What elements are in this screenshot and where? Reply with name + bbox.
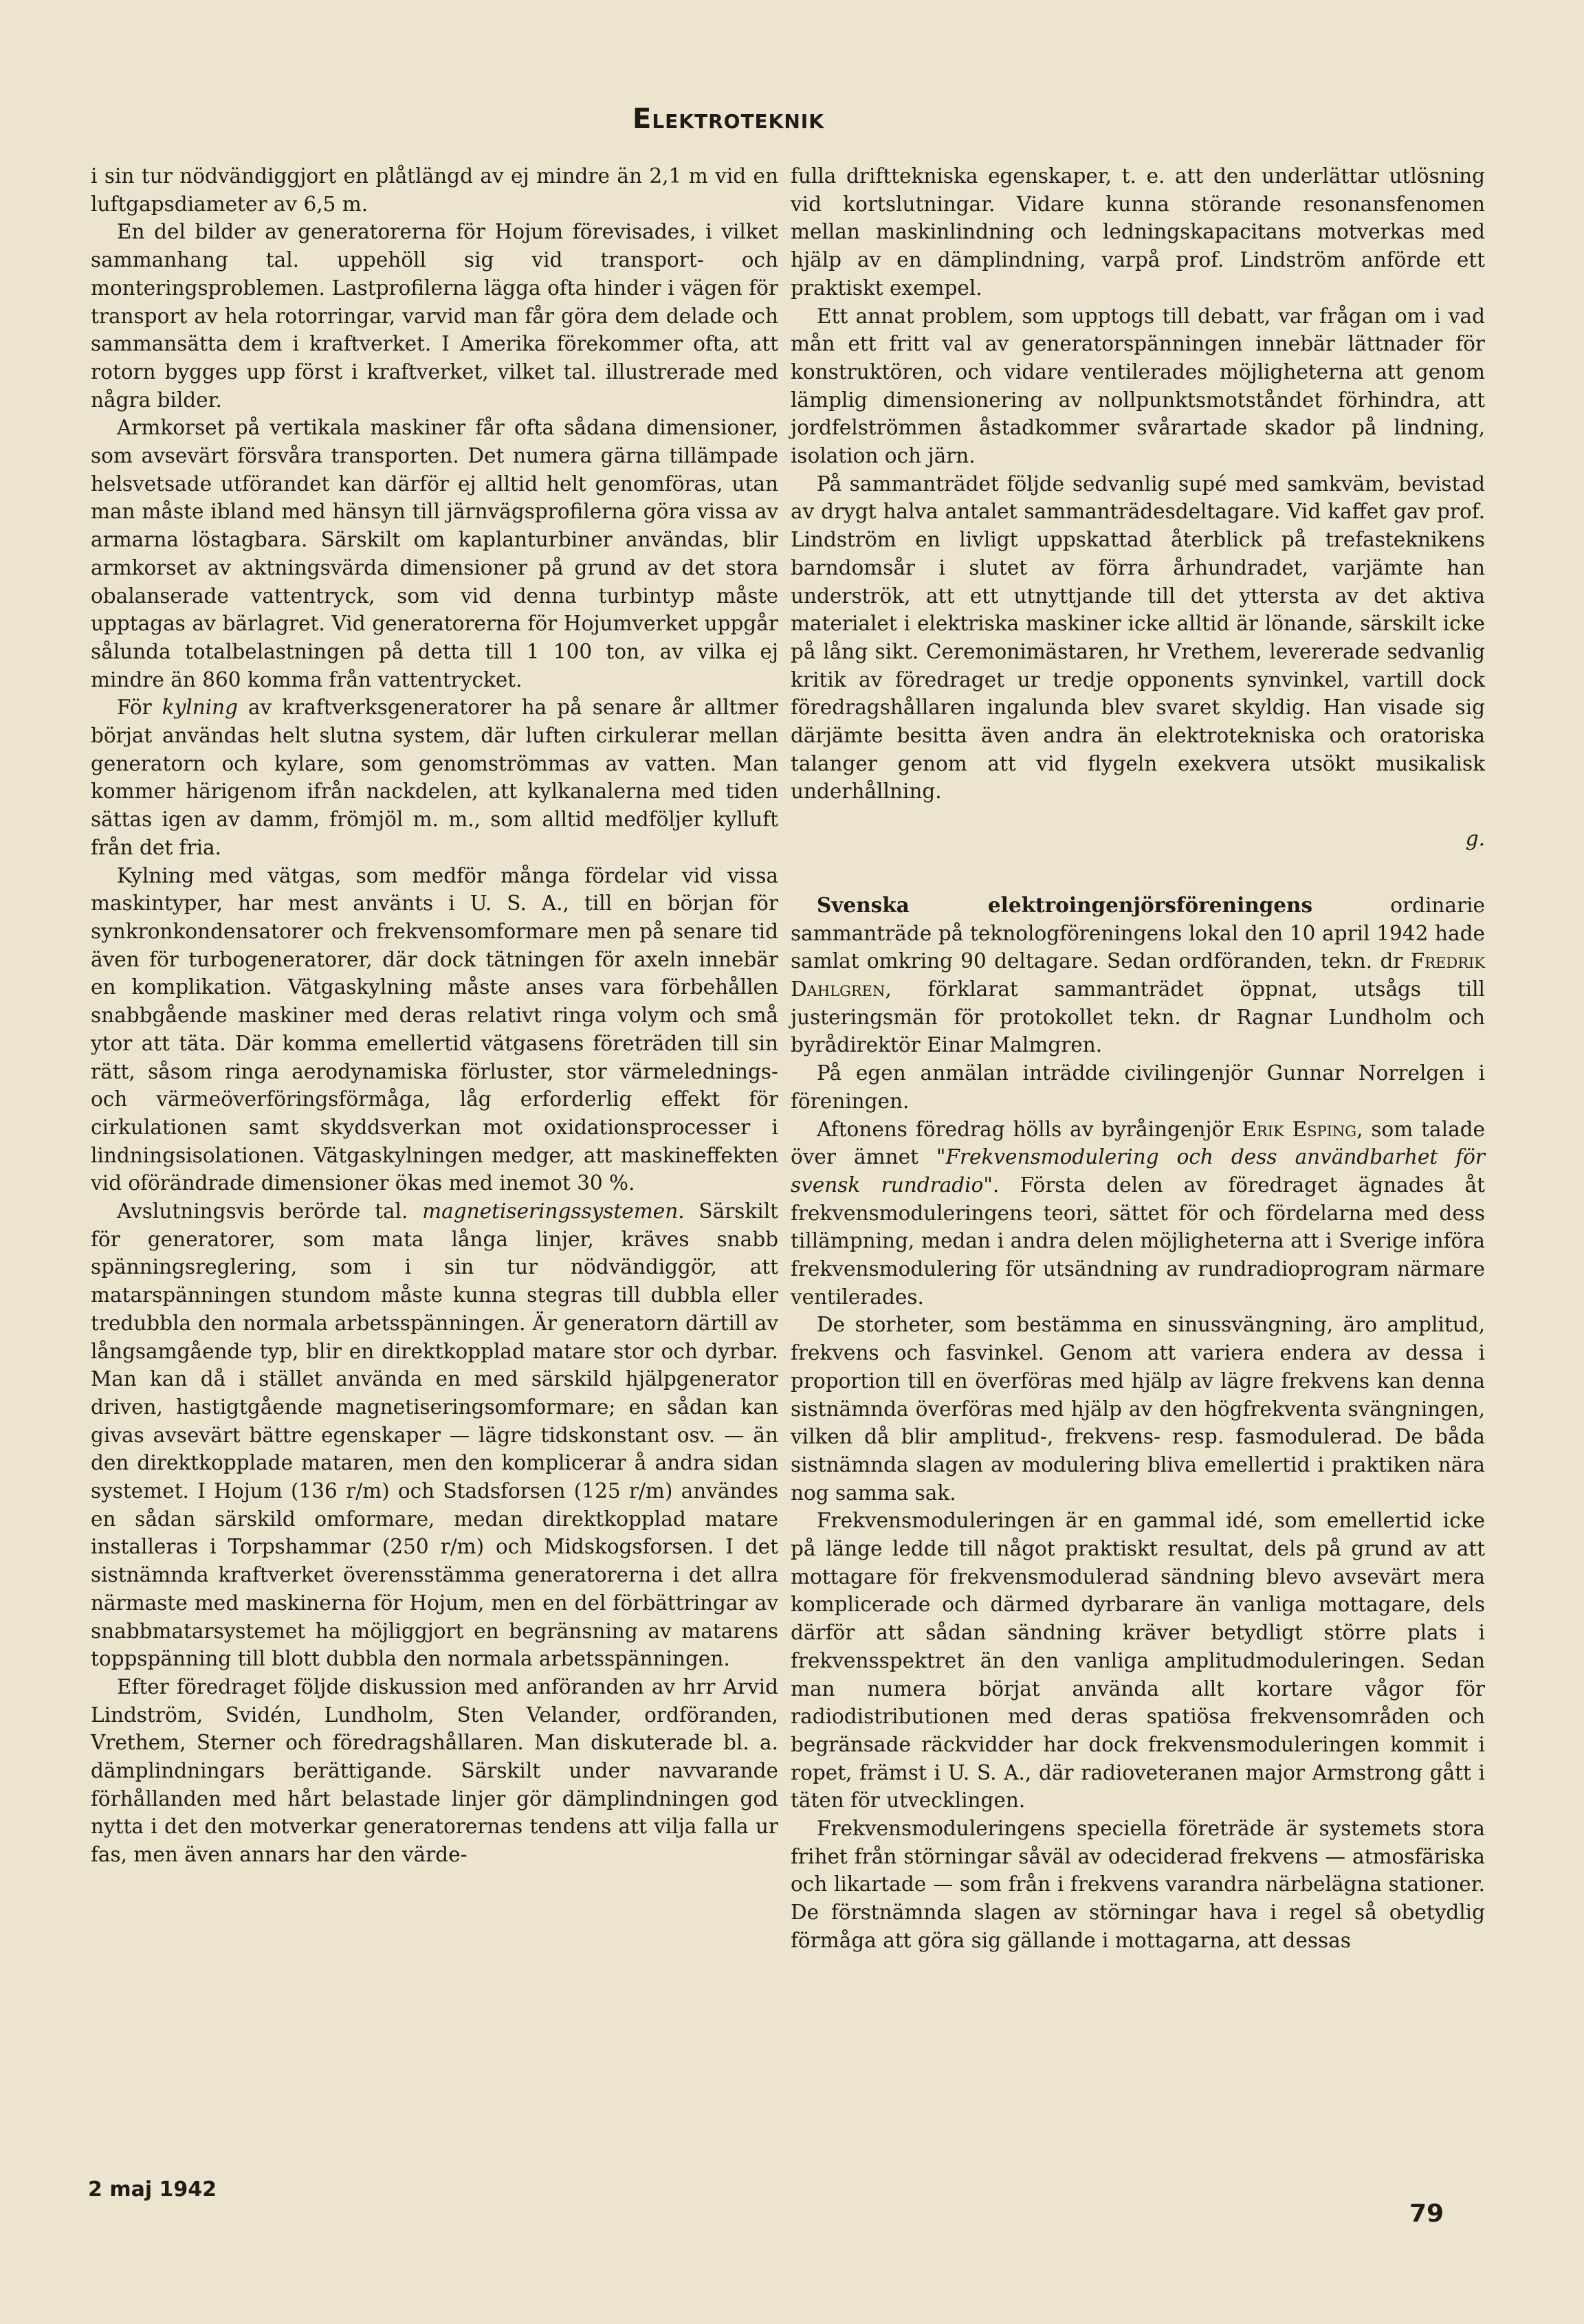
paragraph: För kylning av kraftverksgeneratorer ha på senare år alltmer börjat användas helt slutna system, där luften cirkulerar mellan generatorn och kylare, som genomströmmas av vatten. Man kommer härigenom ifrån nackdelen, att kylkanalerna med tiden sättas igen av damm, frömjöl m. m., som alltid medföljer kylluft från det fria.: [91, 696, 778, 859]
paragraph: En del bilder av generatorerna för Hojum förevisades, i vilket sammanhang tal. uppehöll sig vid transport- och monteringsproblemen. Lastprofilerna lägga ofta hinder i vägen för transport av hela rotorringar, varvid man får göra dem delade och sammansätta dem i kraftverket. I Amerika förekommer ofta, att rotorn bygges upp först i kraftverket, vilket tal. illustrerade med några bilder.: [91, 220, 778, 412]
paragraph: Frekvensmoduleringen är en gammal idé, som emellertid icke på länge ledde till något praktiskt resultat, dels på grund av att mottagare för frekvensmodulerad sändning blevo avsevärt mera komplicerade och därmed dyrbarare än vanliga mottagare, dels därför att sådan sändning kräver betydligt större plats i frekvensspektret än den vanliga amplitudmoduleringen. Sedan man numera börjat använda allt kortare vågor för radiodistributionen med deras spatiösa frekvensområden och begränsade räckvidder har dock frekvensmoduleringen kommit i ropet, främst i U. S. A., där radioveteranen major Armstrong gått i täten för utvecklingen.: [791, 1509, 1485, 1813]
lecture-title: "Frekvensmodulering och dess användbarhet för svensk rundradio": [791, 1145, 1485, 1197]
paragraph: De storheter, som bestämma en sinussvängning, äro amplitud, frekvens och fasvinkel. Genom att variera endera av dessa i proportion till en överföras med hjälp av lägre frekvens kan denna sistnämnda överföras med hjälp av den högfrekventa svängningen, vilken då blir amplitud-, frekvens- resp. fasmodulerad. De båda sistnämnda slagen av modulering bliva emellertid i praktiken nära nog samma sak.: [791, 1313, 1485, 1505]
author-signature: g.: [1465, 827, 1485, 851]
paragraph: Svenska elektroingenjörsföreningens ordinarie sammanträde på teknologföreningens lokal den 10 april 1942 hade samlat omkring 90 deltagare. Sedan ordföranden, tekn. dr Fredrik Dahlgren, förklarat sammanträdet öppnat, utsågs till justeringsmän för protokollet tekn. dr Ragnar Lundholm och byrådirektör Einar Malmgren.: [791, 892, 1485, 1057]
paragraph: i sin tur nödvändiggjort en plåtlängd av ej mindre än 2,1 m vid en luftgapsdiameter av 6,5 m.: [91, 164, 778, 216]
society-name: Svenska elektroingenjörsföreningens: [817, 892, 1313, 917]
paragraph: Kylning med vätgas, som medför många fördelar vid vissa maskintyper, har mest använts i U. S. A., till en början för synkronkondensatorer och frekvensomformare men på senare tid även för turbogeneratorer, där dock tätningen för axeln innebär en komplikation. Vätgaskylning måste anses vara förbehållen snabbgående maskiner med deras relativt ringa volym och små ytor att täta. Där komma emellertid vätgasens företräden till sin rätt, såsom ringa aerodynamiska förluster, stor värmelednings- och värmeöverföringsförmåga, låg erforderlig effekt för cirkulationen samt skyddsverkan mot oxidationsprocesser i lindningsisolationen. Vätgaskylningen medger, att maskineffekten vid oförändrade dimensioner ökas med inemot 30 %.: [91, 863, 778, 1195]
paragraph: Frekvensmoduleringens speciella företräde är systemets stora frihet från störningar såväl av odeciderad frekvens — atmosfäriska och likartade — som från i frekvens varandra närbelägna stationer. De förstnämnda slagen av störningar hava i regel så obetydlig förmåga att göra sig gällande i mottagarna, att dessas: [791, 1817, 1485, 1952]
paragraph: Armkorset på vertikala maskiner får ofta sådana dimensioner, som avsevärt försvåra transporten. Det numera gärna tillämpade helsvetsade utförandet kan därför ej alltid helt genomföras, utan man måste ibland med hänsyn till järnvägsprofilerna göra vissa av armarna löstagbara. Särskilt om kaplanturbiner användas, blir armkorset av aktningsvärda dimensioner på grund av det stora obalanserade vattentryck, som vid denna turbintyp måste upptagas av bärlagret. Vid generatorerna för Hojumverket uppgår sålunda totalbelastningen på detta till 1 100 ton, av vilka ej mindre än 860 komma från vattentrycket.: [91, 416, 778, 691]
emphasis: kylning: [162, 696, 239, 720]
emphasis: magnetiseringssystemen.: [422, 1199, 685, 1224]
issue-date: 2 maj 1942: [88, 2178, 217, 2202]
paragraph: Efter föredraget följde diskussion med anföranden av hrr Arvid Lindström, Svidén, Lundholm, Sten Velander, ordföranden, Vrethem, Sterner och föredragshållaren. Man diskuterade bl. a. dämplindningars berättigande. Särskilt under navvarande förhållanden med hårt belastade linjer gör dämplindningen god nytta i det den motverkar generatorernas tendens att vilja falla ur fas, men även annars har den värde-: [91, 1674, 778, 1867]
person-name: Erik Esping: [1242, 1117, 1357, 1141]
right-column: [791, 162, 1485, 1955]
left-column: [91, 162, 778, 1869]
paragraph: fulla drifttekniska egenskaper, t. e. att den underlättar utlösning vid kortslutningar. Vidare kunna störande resonansfenomen mellan maskinlindning och ledningskapacitans motverkas med hjälp av en dämplindning, varpå prof. Lindström anförde ett praktiskt exempel.: [791, 164, 1485, 300]
paragraph: Avslutningsvis berörde tal. magnetiseringssystemen. Särskilt för generatorer, som mata långa linjer, kräves snabb spänningsreglering, som i sin tur nödvändiggör, att matarspänningen stundom måste kunna stegras till dubbla eller tredubbla den normala arbetsspänningen. Är generatorn därtill av långsamgående typ, blir en direktkopplad matare stor och dyrbar. Man kan då i stället använda en med särskild hjälpgenerator driven, hastigtgående magnetiseringsomformare; en sådan kan givas avsevärt bättre egenskaper — lägre tidskonstant osv. — än den direktkopplade mataren, men den komplicerar å andra sidan systemet. I Hojum (136 r/m) och Stadsforsen (125 r/m) användes en sådan särskild omformare, medan direktkopplad matare installeras i Torpshammar (250 r/m) och Midskogsforsen. I det sistnämnda kraftverket överensstämma generatorerna i det allra närmaste med maskinerna för Hojum, men en del förbättringar av snabbmatarsystemet ha möjliggjort en begränsning av matarens toppspänning till blott dubbla den normala arbetsspänningen.: [91, 1199, 778, 1671]
paragraph: På egen anmälan inträdde civilingenjör Gunnar Norrelgen i föreningen.: [791, 1061, 1485, 1113]
section-header: Elektroteknik: [632, 103, 824, 135]
paragraph: Aftonens föredrag hölls av byråingenjör Erik Esping, som talade över ämnet "Frekvensmodulering och dess användbarhet för svensk rundradio". Första delen av föredraget ägnades åt frekvensmoduleringens teori, sättet för och fördelarna med dess tillämpning, medan i andra delen möjligheterna att i Sverige införa frekvensmodulering för utsändning av rundradioprogram närmare ventilerades.: [791, 1117, 1485, 1309]
paragraph: På sammanträdet följde sedvanlig supé med samkväm, bevistad av drygt halva antalet sammanträdesdeltagare. Vid kaffet gav prof. Lindström en livligt uppskattad återblick på trefasteknikens barndomsår i slutet av förra århundradet, varjämte han underströk, att ett utnyttjande till det yttersta av det aktiva materialet i elektriska maskiner icke alltid är lönande, särskilt icke på lång sikt. Ceremonimästaren, hr Vrethem, levererade sedvanlig kritik av föredraget ur tredje opponents synvinkel, vartill dock föredragshållaren ingalunda blev svaret skyldig. Han visade sig därjämte besitta även andra än elektrotekniska och oratoriska talanger genom att vid flygeln exekvera utsökt musikalisk underhållning.: [791, 472, 1485, 804]
page-number: 79: [1409, 2200, 1444, 2228]
paragraph: Ett annat problem, som upptogs till debatt, var frågan om i vad mån ett fritt val av generatorspänningen innebär lättnader för konstruktören, och vidare ventilerades möjligheterna att genom lämplig dimensionering av nollpunktsmotståndet förhindra, att jordfelströmmen åstadkommer svårartade skador på lindning, isolation och järn.: [791, 304, 1485, 468]
person-name: Fredrik Dahlgren: [791, 949, 1485, 1001]
